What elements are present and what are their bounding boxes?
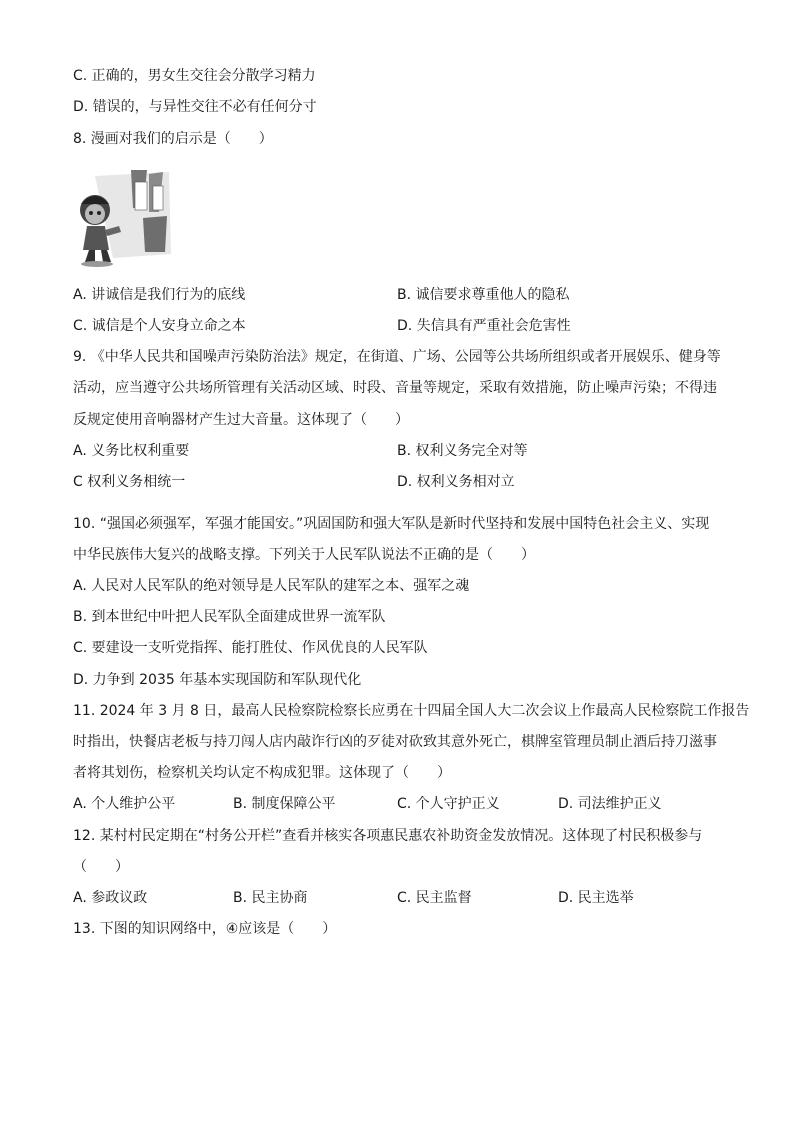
q9-option-a: A. 义务比权利重要	[73, 443, 190, 459]
q12-option-b: B. 民主协商	[233, 890, 308, 906]
q10-option-b: B. 到本世纪中叶把人民军队全面建成世界一流军队	[73, 609, 386, 625]
q8-option-b: B. 诚信要求尊重他人的隐私	[397, 287, 570, 303]
q12-option-c: C. 民主监督	[397, 890, 472, 906]
q8-option-c: C. 诚信是个人安身立命之本	[73, 318, 246, 334]
q9-stem-line-3: 反规定使用音响器材产生过大音量。这体现了（ ）	[73, 412, 409, 428]
q12-stem-line-2: （ ）	[73, 859, 129, 875]
q10-stem-line-1: 10. “强国必须强军，军强才能国安。”巩固国防和强大军队是新时代坚持和发展中国特色社会主义、实现	[73, 516, 710, 532]
q10-option-a: A. 人民对人民军队的绝对领导是人民军队的建军之本、强军之魂	[73, 578, 470, 594]
q13-stem: 13. 下图的知识网络中，④应该是（ ）	[73, 921, 337, 937]
q10-option-d: D. 力争到 2035 年基本实现国防和军队现代化	[73, 672, 362, 688]
q9-option-b: B. 权利义务完全对等	[397, 443, 528, 459]
q8-stem: 8. 漫画对我们的启示是（ ）	[73, 131, 273, 147]
q8-option-d: D. 失信具有严重社会危害性	[397, 318, 571, 334]
q9-option-d: D. 权利义务相对立	[397, 474, 515, 490]
q12-stem-line-1: 12. 某村村民定期在“村务公开栏”查看并核实各项惠民惠农补助资金发放情况。这体现了村民积极参与	[73, 828, 703, 844]
q11-stem-line-1: 11. 2024 年 3 月 8 日，最高人民检察院检察长应勇在十四届全国人大二次会议上作最高人民检察院工作报告	[73, 703, 750, 719]
q9-option-c: C 权利义务相统一	[73, 474, 186, 490]
q10-option-c: C. 要建设一支听党指挥、能打胜仗、作风优良的人民军队	[73, 640, 428, 656]
q11-option-c: C. 个人守护正义	[397, 796, 500, 812]
q10-stem-line-2: 中华民族伟大复兴的战略支撑。下列关于人民军队说法不正确的是（ ）	[73, 547, 535, 563]
q11-option-d: D. 司法维护正义	[558, 796, 662, 812]
q12-option-d: D. 民主选举	[558, 890, 634, 906]
q11-stem-line-2: 时指出，快餐店老板与持刀闯人店内敲诈行凶的歹徒对砍致其意外死亡，棋牌室管理员制止酒后持刀滋事	[73, 734, 717, 750]
q7-option-c: C. 正确的，男女生交往会分散学习精力	[73, 68, 316, 84]
q9-stem-line-2: 活动，应当遵守公共场所管理有关活动区域、时段、音量等规定，采取有效措施，防止噪声污染；不得违	[73, 380, 717, 396]
q8-option-a: A. 讲诚信是我们行为的底线	[73, 287, 246, 303]
q11-option-b: B. 制度保障公平	[233, 796, 336, 812]
q11-option-a: A. 个人维护公平	[73, 796, 176, 812]
q11-stem-line-3: 者将其划伤，检察机关均认定不构成犯罪。这体现了（ ）	[73, 765, 451, 781]
q9-stem-line-1: 9. 《中华人民共和国噪声污染防治法》规定，在街道、广场、公园等公共场所组织或者开展娱乐、健身等	[73, 349, 721, 365]
q7-option-d: D. 错误的，与异性交往不必有任何分寸	[73, 99, 317, 115]
cartoon-image	[73, 168, 173, 268]
q12-option-a: A. 参政议政	[73, 890, 148, 906]
